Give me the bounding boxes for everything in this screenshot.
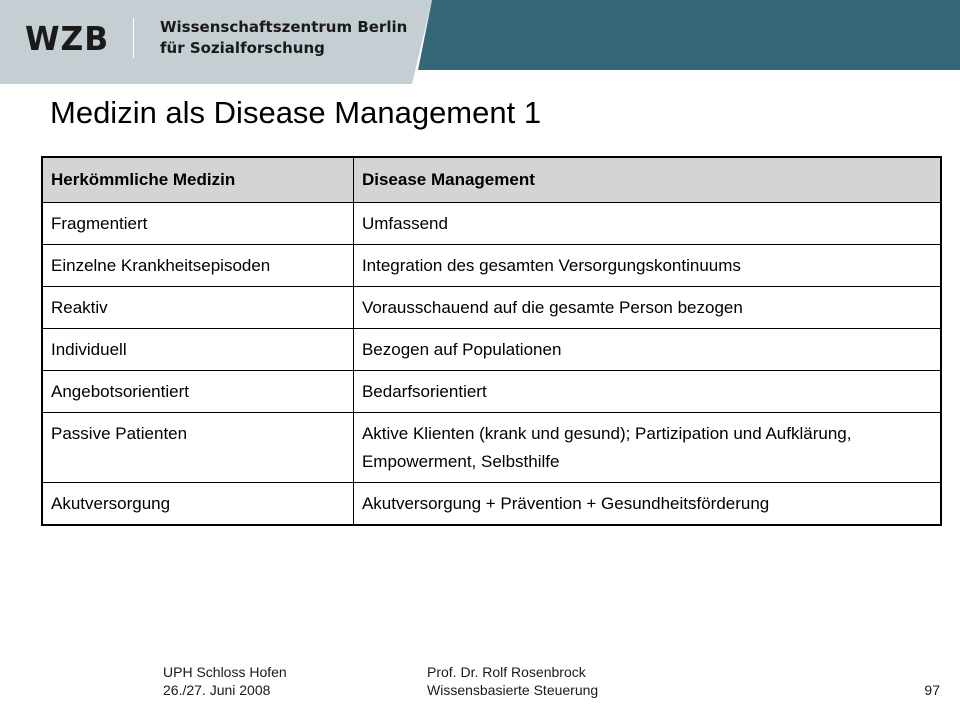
logo-divider (133, 18, 134, 58)
table-row (42, 203, 941, 245)
table-cell-conventional: Fragmentiert (42, 203, 353, 245)
header-dark-band (418, 0, 960, 70)
table-cell-conventional: Angebotsorientiert (42, 371, 353, 413)
footer-date: 26./27. Juni 2008 (163, 682, 271, 698)
table-cell-disease-management: Bezogen auf Populationen (353, 329, 941, 371)
table-cell-conventional: Akutversorgung (42, 483, 353, 526)
table-cell-disease-management: Integration des gesamten Versorgungskontinuums (353, 245, 941, 287)
column-header-conventional: Herkömmliche Medizin (42, 157, 353, 203)
footer-author-block (427, 663, 598, 699)
table-header-row (42, 157, 941, 203)
page-number: 97 (924, 682, 940, 698)
table-cell-disease-management: Akutversorgung + Prävention + Gesundheitsförderung (353, 483, 941, 526)
column-header-disease-management: Disease Management (353, 157, 941, 203)
wzb-logo: WZB (25, 19, 110, 58)
header-band (0, 0, 960, 84)
organization-name-line1: Wissenschaftszentrum Berlin (160, 18, 408, 36)
table-cell-conventional: Passive Patienten (42, 413, 353, 483)
table-cell-disease-management: Bedarfsorientiert (353, 371, 941, 413)
table-cell-conventional: Individuell (42, 329, 353, 371)
organization-name (160, 17, 407, 59)
table-cell-disease-management: Vorausschauend auf die gesamte Person bezogen (353, 287, 941, 329)
table-row (42, 483, 941, 526)
slide-title: Medizin als Disease Management 1 (50, 95, 542, 130)
footer-venue-block (163, 663, 287, 699)
table-cell-conventional: Einzelne Krankheitsepisoden (42, 245, 353, 287)
comparison-table (41, 156, 942, 526)
organization-name-line2: für Sozialforschung (160, 39, 325, 57)
table-cell-conventional: Reaktiv (42, 287, 353, 329)
header-background (0, 0, 960, 84)
table-row (42, 287, 941, 329)
table-row (42, 329, 941, 371)
footer-venue: UPH Schloss Hofen (163, 664, 287, 680)
footer-author: Prof. Dr. Rolf Rosenbrock (427, 664, 586, 680)
table-row (42, 413, 941, 483)
table-cell-disease-management: Umfassend (353, 203, 941, 245)
table-row (42, 245, 941, 287)
footer-topic: Wissensbasierte Steuerung (427, 682, 599, 698)
table-cell-disease-management: Aktive Klienten (krank und gesund); Partizipation und Aufklärung, Empowerment, Selbsthilfe (353, 413, 941, 483)
table-row (42, 371, 941, 413)
